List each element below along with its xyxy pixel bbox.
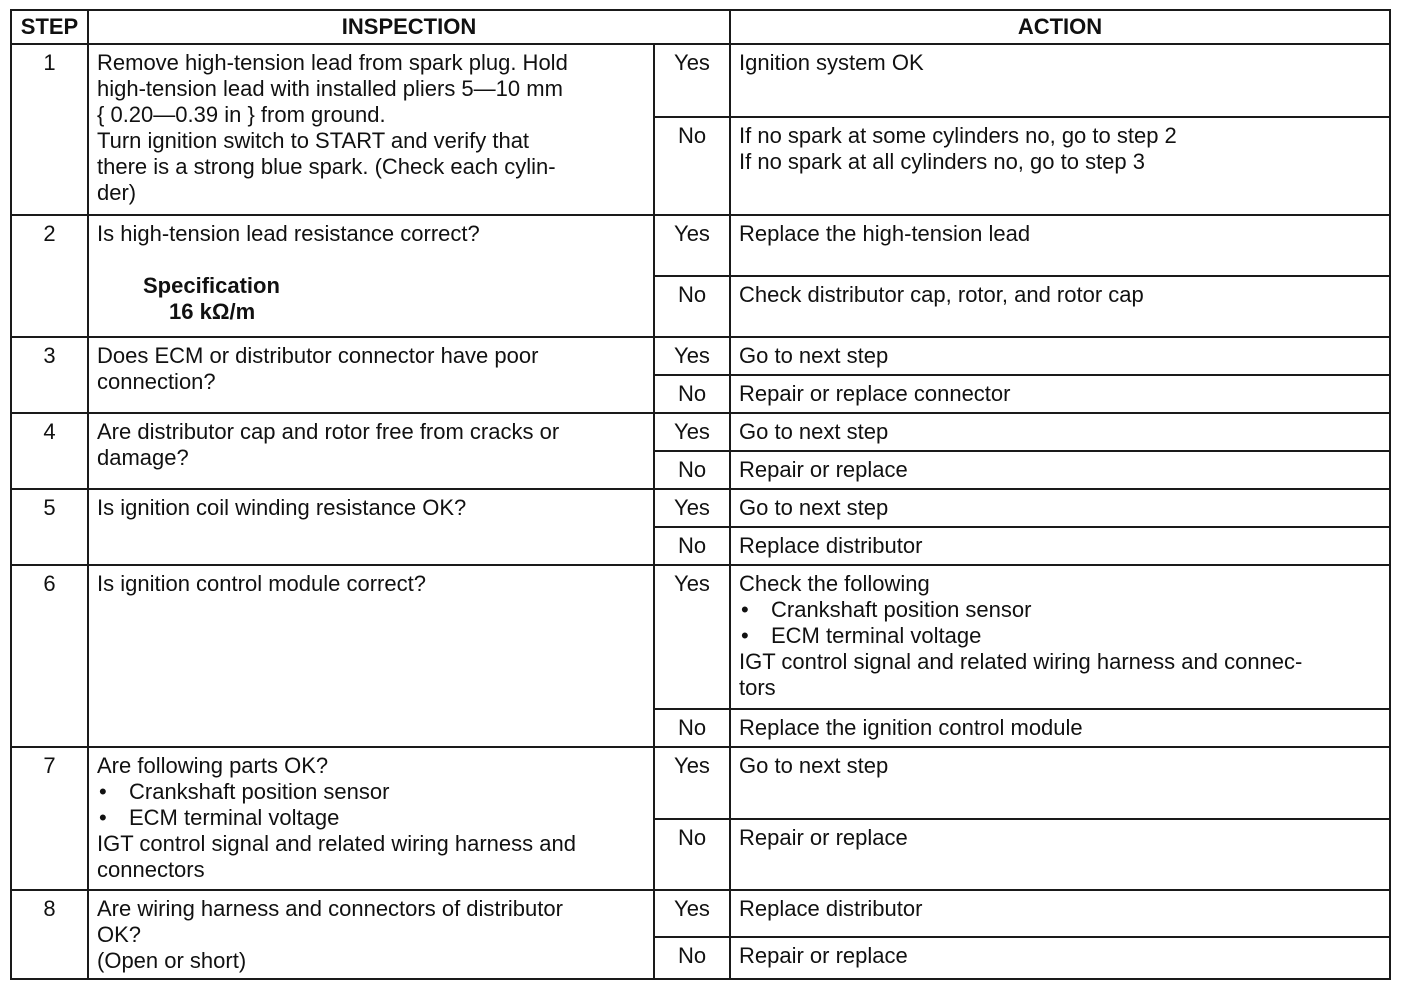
no-action bbox=[730, 276, 1390, 337]
yes-label: Yes bbox=[654, 413, 730, 451]
no-label: No bbox=[654, 276, 730, 337]
inspection-cell bbox=[88, 747, 654, 890]
inspection-line: high-tension lead with installed pliers 5—10 mm bbox=[97, 76, 563, 101]
inspection-cell bbox=[88, 413, 654, 489]
action-line: Replace the high-tension lead bbox=[739, 221, 1031, 246]
inspection-cell bbox=[88, 44, 654, 215]
no-label: No bbox=[654, 937, 730, 979]
inspection-line: connection? bbox=[97, 369, 216, 394]
troubleshooting-table bbox=[10, 9, 1391, 980]
action-line: If no spark at some cylinders no, go to step 2 bbox=[739, 123, 1177, 148]
inspection-line: Is ignition coil winding resistance OK? bbox=[97, 495, 467, 520]
inspection-line: Turn ignition switch to START and verify that bbox=[97, 128, 530, 153]
action-line: Repair or replace bbox=[739, 943, 908, 969]
yes-action bbox=[730, 890, 1390, 937]
yes-label: Yes bbox=[654, 747, 730, 819]
action-line: Check distributor cap, rotor, and rotor cap bbox=[739, 282, 1144, 307]
inspection-bullet: • Crankshaft position sensor bbox=[97, 779, 645, 805]
step-number: 8 bbox=[11, 890, 88, 979]
inspection-line: Are wiring harness and connectors of distributor bbox=[97, 896, 563, 921]
yes-action bbox=[730, 565, 1390, 709]
specification-value: 16 kΩ/m bbox=[169, 299, 256, 324]
no-label: No bbox=[654, 117, 730, 215]
header-inspection: INSPECTION bbox=[88, 10, 730, 44]
step-number: 5 bbox=[11, 489, 88, 565]
header-action: ACTION bbox=[730, 10, 1390, 44]
table-row-step-8-yes bbox=[11, 890, 1390, 937]
inspection-line: damage? bbox=[97, 445, 189, 470]
action-line: Go to next step bbox=[739, 419, 889, 444]
step-number: 3 bbox=[11, 337, 88, 413]
inspection-line: Is ignition control module correct? bbox=[97, 571, 426, 596]
inspection-cell bbox=[88, 890, 654, 979]
table-row-step-2-yes bbox=[11, 215, 1390, 276]
inspection-bullet: • ECM terminal voltage bbox=[97, 805, 645, 831]
action-line: Repair or replace connector bbox=[739, 381, 1011, 406]
step-number: 6 bbox=[11, 565, 88, 747]
inspection-line: connectors bbox=[97, 857, 205, 882]
action-line: If no spark at all cylinders no, go to step 3 bbox=[739, 149, 1146, 174]
action-bullet: • Crankshaft position sensor bbox=[739, 597, 1381, 623]
yes-label: Yes bbox=[654, 44, 730, 117]
inspection-cell bbox=[88, 489, 654, 565]
inspection-line: OK? bbox=[97, 922, 142, 947]
action-line: Replace distributor bbox=[739, 896, 923, 921]
no-action bbox=[730, 117, 1390, 215]
inspection-line: Remove high-tension lead from spark plug. Hold bbox=[97, 50, 568, 75]
specification-label: Specification bbox=[143, 273, 280, 298]
step-number: 4 bbox=[11, 413, 88, 489]
header-row bbox=[11, 10, 1390, 44]
step-number: 7 bbox=[11, 747, 88, 890]
inspection-line: Does ECM or distributor connector have poor bbox=[97, 343, 539, 368]
yes-action bbox=[730, 413, 1390, 451]
no-action bbox=[730, 709, 1390, 747]
yes-label: Yes bbox=[654, 337, 730, 375]
no-action bbox=[730, 375, 1390, 413]
no-label: No bbox=[654, 709, 730, 747]
inspection-cell bbox=[88, 565, 654, 747]
action-line: Go to next step bbox=[739, 753, 889, 778]
yes-action bbox=[730, 747, 1390, 819]
no-action bbox=[730, 937, 1390, 979]
step-number: 2 bbox=[11, 215, 88, 337]
yes-label: Yes bbox=[654, 565, 730, 709]
inspection-line: there is a strong blue spark. (Check each cylin- bbox=[97, 154, 556, 179]
no-action bbox=[730, 451, 1390, 489]
step-number: 1 bbox=[11, 44, 88, 215]
yes-label: Yes bbox=[654, 890, 730, 937]
action-line: Repair or replace bbox=[739, 457, 908, 482]
yes-action bbox=[730, 215, 1390, 276]
inspection-cell bbox=[88, 215, 654, 337]
table-row-step-5-yes bbox=[11, 489, 1390, 527]
action-line: Replace distributor bbox=[739, 533, 923, 558]
yes-label: Yes bbox=[654, 215, 730, 276]
inspection-line: Are distributor cap and rotor free from cracks or bbox=[97, 419, 560, 444]
inspection-line: der) bbox=[97, 180, 137, 205]
table-row-step-6-yes bbox=[11, 565, 1390, 709]
table-row-step-3-yes bbox=[11, 337, 1390, 375]
table-row-step-4-yes bbox=[11, 413, 1390, 451]
action-bullet: • ECM terminal voltage bbox=[739, 623, 1381, 649]
no-action bbox=[730, 819, 1390, 890]
inspection-cell bbox=[88, 337, 654, 413]
action-line: Check the following bbox=[739, 571, 930, 596]
no-label: No bbox=[654, 819, 730, 890]
inspection-line: IGT control signal and related wiring harness and bbox=[97, 831, 576, 856]
action-line: IGT control signal and related wiring harness and connec- bbox=[739, 649, 1303, 674]
action-line: Go to next step bbox=[739, 343, 889, 368]
table-row-step-7-yes bbox=[11, 747, 1390, 819]
header-step: STEP bbox=[11, 10, 88, 44]
action-line: Go to next step bbox=[739, 495, 889, 520]
troubleshooting-table-wrapper bbox=[10, 9, 1391, 980]
inspection-line: Is high-tension lead resistance correct? bbox=[97, 221, 480, 246]
action-line: Ignition system OK bbox=[739, 50, 924, 75]
inspection-line: { 0.20—0.39 in } from ground. bbox=[97, 102, 386, 127]
yes-action bbox=[730, 489, 1390, 527]
no-label: No bbox=[654, 375, 730, 413]
action-line: Replace the ignition control module bbox=[739, 715, 1083, 740]
no-label: No bbox=[654, 451, 730, 489]
no-label: No bbox=[654, 527, 730, 565]
table-row-step-1-yes bbox=[11, 44, 1390, 117]
action-line: Repair or replace bbox=[739, 825, 908, 850]
yes-action bbox=[730, 337, 1390, 375]
inspection-line: (Open or short) bbox=[97, 948, 247, 973]
yes-action bbox=[730, 44, 1390, 117]
no-action bbox=[730, 527, 1390, 565]
inspection-line: Are following parts OK? bbox=[97, 753, 329, 778]
action-line: tors bbox=[739, 675, 776, 700]
yes-label: Yes bbox=[654, 489, 730, 527]
